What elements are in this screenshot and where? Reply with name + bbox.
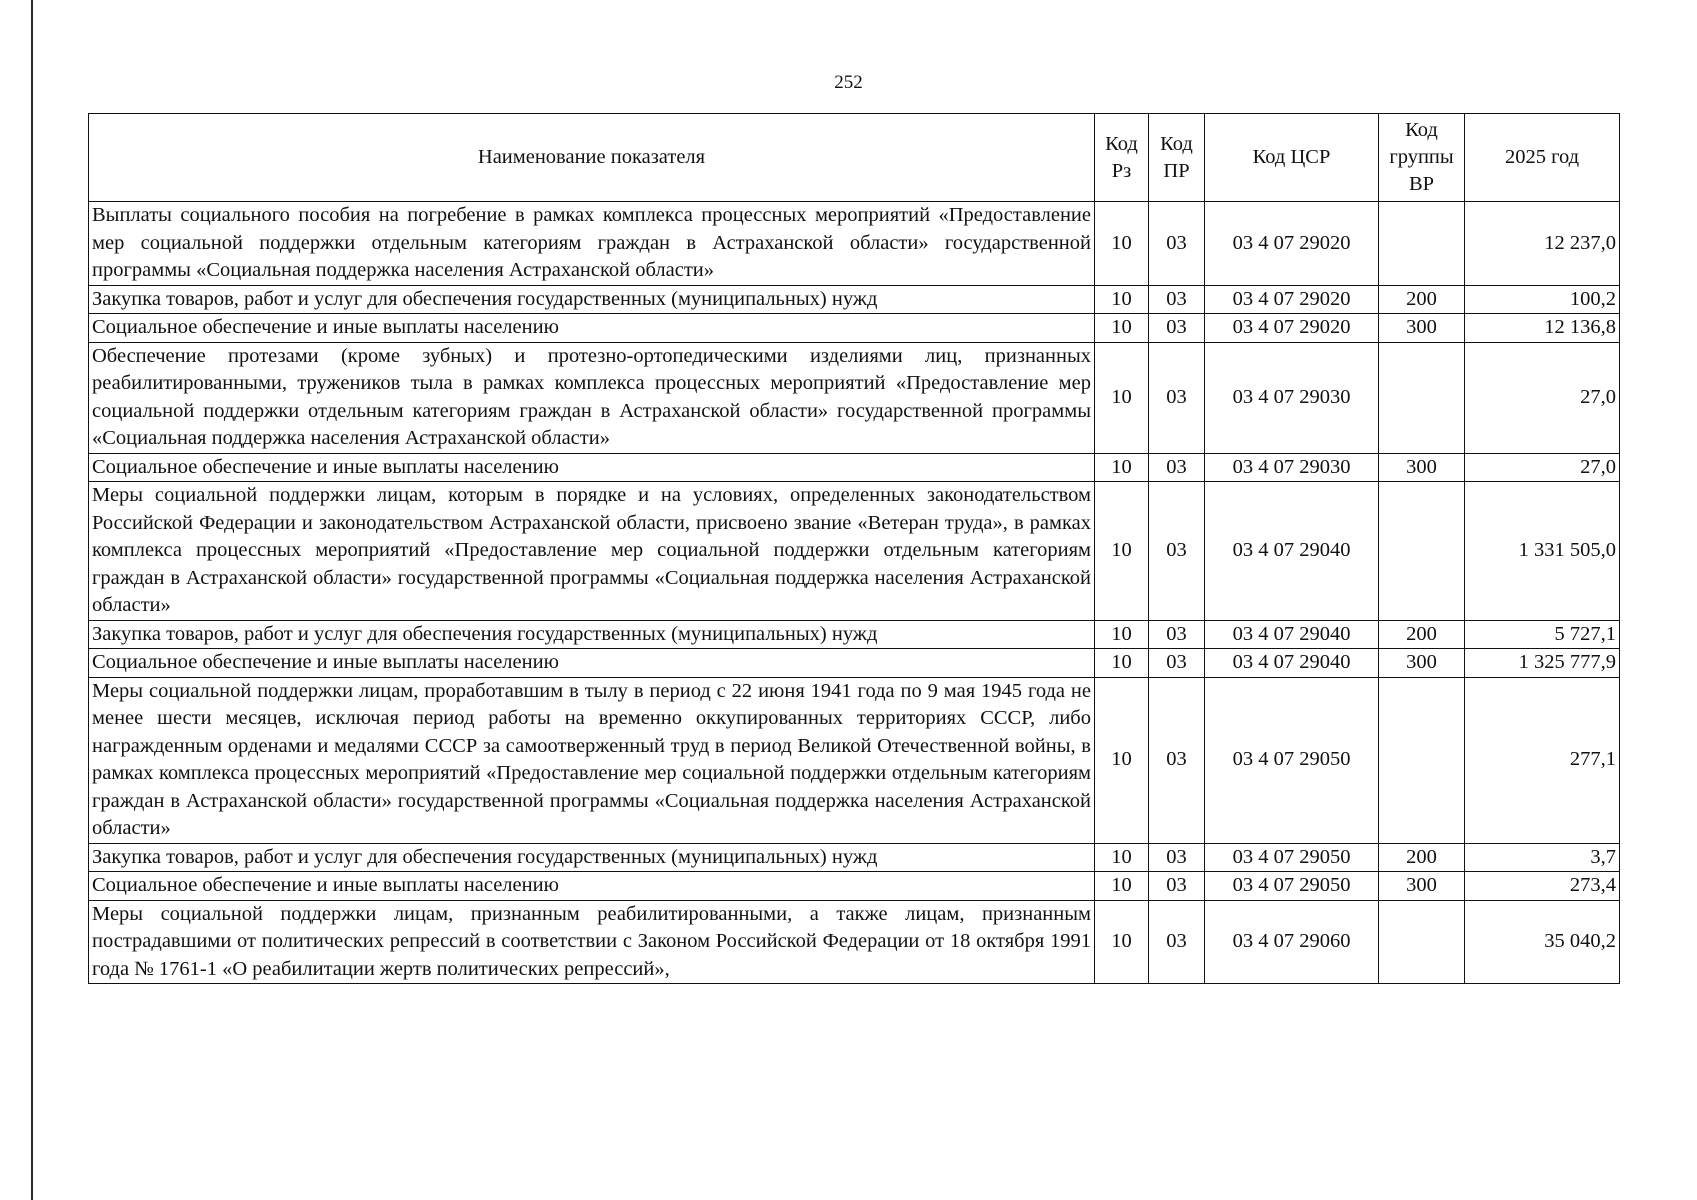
cell-pr: 03	[1149, 202, 1205, 286]
cell-rz: 10	[1095, 620, 1149, 649]
header-vr: Код группы ВР	[1379, 114, 1465, 202]
cell-pr: 03	[1149, 314, 1205, 343]
cell-amount: 1 325 777,9	[1465, 649, 1620, 678]
cell-amount: 27,0	[1465, 342, 1620, 453]
cell-csr: 03 4 07 29050	[1205, 843, 1379, 872]
cell-pr: 03	[1149, 482, 1205, 621]
scan-edge-line	[31, 0, 33, 1200]
table-row	[89, 843, 1620, 872]
cell-rz: 10	[1095, 314, 1149, 343]
cell-pr: 03	[1149, 843, 1205, 872]
cell-amount: 100,2	[1465, 285, 1620, 314]
table-row	[89, 677, 1620, 843]
cell-vr	[1379, 482, 1465, 621]
cell-rz: 10	[1095, 872, 1149, 901]
cell-pr: 03	[1149, 649, 1205, 678]
cell-name: Меры социальной поддержки лицам, проработавшим в тылу в период с 22 июня 1941 года по 9 мая 1945 года не менее шести месяцев, исключая период работы на временно оккупированных территориях СССР, либо награжденным орденами и медалями СССР за самоотверженный труд в период Великой Отечественной войны, в рамках комплекса процессных мероприятий «Предоставление мер социальной поддержки отдельным категориям граждан в Астраханской области» государственной программы «Социальная поддержка населения Астраханской области»	[89, 677, 1095, 843]
cell-amount: 273,4	[1465, 872, 1620, 901]
cell-vr: 200	[1379, 620, 1465, 649]
cell-vr: 300	[1379, 872, 1465, 901]
cell-name: Социальное обеспечение и иные выплаты населению	[89, 314, 1095, 343]
cell-amount: 35 040,2	[1465, 900, 1620, 984]
cell-pr: 03	[1149, 900, 1205, 984]
cell-vr	[1379, 202, 1465, 286]
cell-pr: 03	[1149, 620, 1205, 649]
cell-rz: 10	[1095, 482, 1149, 621]
header-name: Наименование показателя	[89, 114, 1095, 202]
header-pr: Код ПР	[1149, 114, 1205, 202]
table-row	[89, 482, 1620, 621]
cell-rz: 10	[1095, 677, 1149, 843]
cell-rz: 10	[1095, 342, 1149, 453]
cell-amount: 12 136,8	[1465, 314, 1620, 343]
table-row	[89, 900, 1620, 984]
cell-rz: 10	[1095, 453, 1149, 482]
cell-amount: 12 237,0	[1465, 202, 1620, 286]
cell-name: Закупка товаров, работ и услуг для обеспечения государственных (муниципальных) нужд	[89, 620, 1095, 649]
cell-name: Меры социальной поддержки лицам, которым в порядке и на условиях, определенных законодательством Российской Федерации и законодательством Астраханской области, присвоено звание «Ветеран труда», в рамках комплекса процессных мероприятий «Предоставление мер социальной поддержки отдельным категориям граждан в Астраханской области» государственной программы «Социальная поддержка населения Астраханской области»	[89, 482, 1095, 621]
cell-vr: 200	[1379, 843, 1465, 872]
cell-pr: 03	[1149, 285, 1205, 314]
cell-vr: 300	[1379, 453, 1465, 482]
table-header-row	[89, 114, 1620, 202]
cell-pr: 03	[1149, 872, 1205, 901]
cell-amount: 3,7	[1465, 843, 1620, 872]
table-row	[89, 872, 1620, 901]
cell-name: Обеспечение протезами (кроме зубных) и протезно-ортопедическими изделиями лиц, признанных реабилитированными, тружеников тыла в рамках комплекса процессных мероприятий «Предоставление мер социальной поддержки отдельным категориям граждан в Астраханской области» государственной программы «Социальная поддержка населения Астраханской области»	[89, 342, 1095, 453]
cell-vr: 300	[1379, 649, 1465, 678]
table-row	[89, 649, 1620, 678]
cell-vr: 200	[1379, 285, 1465, 314]
cell-csr: 03 4 07 29030	[1205, 342, 1379, 453]
cell-rz: 10	[1095, 649, 1149, 678]
cell-csr: 03 4 07 29060	[1205, 900, 1379, 984]
cell-csr: 03 4 07 29020	[1205, 202, 1379, 286]
cell-csr: 03 4 07 29030	[1205, 453, 1379, 482]
cell-amount: 27,0	[1465, 453, 1620, 482]
cell-rz: 10	[1095, 843, 1149, 872]
table-row	[89, 314, 1620, 343]
cell-vr	[1379, 677, 1465, 843]
table-row	[89, 202, 1620, 286]
cell-name: Социальное обеспечение и иные выплаты населению	[89, 649, 1095, 678]
cell-pr: 03	[1149, 342, 1205, 453]
cell-csr: 03 4 07 29020	[1205, 285, 1379, 314]
cell-rz: 10	[1095, 202, 1149, 286]
cell-csr: 03 4 07 29050	[1205, 872, 1379, 901]
cell-name: Меры социальной поддержки лицам, признанным реабилитированными, а также лицам, признанным пострадавшими от политических репрессий в соответствии с Законом Российской Федерации от 18 октября 1991 года № 1761-1 «О реабилитации жертв политических репрессий»,	[89, 900, 1095, 984]
header-rz: Код Рз	[1095, 114, 1149, 202]
table-row	[89, 620, 1620, 649]
cell-csr: 03 4 07 29050	[1205, 677, 1379, 843]
cell-name: Социальное обеспечение и иные выплаты населению	[89, 453, 1095, 482]
header-year: 2025 год	[1465, 114, 1620, 202]
cell-vr: 300	[1379, 314, 1465, 343]
cell-name: Социальное обеспечение и иные выплаты населению	[89, 872, 1095, 901]
cell-vr	[1379, 900, 1465, 984]
cell-rz: 10	[1095, 285, 1149, 314]
cell-pr: 03	[1149, 453, 1205, 482]
cell-csr: 03 4 07 29020	[1205, 314, 1379, 343]
cell-name: Закупка товаров, работ и услуг для обеспечения государственных (муниципальных) нужд	[89, 843, 1095, 872]
cell-csr: 03 4 07 29040	[1205, 620, 1379, 649]
cell-name: Выплаты социального пособия на погребение в рамках комплекса процессных мероприятий «Предоставление мер социальной поддержки отдельным категориям граждан в Астраханской области» государственной программы «Социальная поддержка населения Астраханской области»	[89, 202, 1095, 286]
cell-name: Закупка товаров, работ и услуг для обеспечения государственных (муниципальных) нужд	[89, 285, 1095, 314]
cell-rz: 10	[1095, 900, 1149, 984]
header-csr: Код ЦСР	[1205, 114, 1379, 202]
cell-csr: 03 4 07 29040	[1205, 649, 1379, 678]
page-number: 252	[834, 72, 863, 93]
budget-table	[88, 113, 1620, 984]
table-row	[89, 342, 1620, 453]
cell-amount: 5 727,1	[1465, 620, 1620, 649]
cell-amount: 1 331 505,0	[1465, 482, 1620, 621]
table-row	[89, 285, 1620, 314]
table-row	[89, 453, 1620, 482]
cell-pr: 03	[1149, 677, 1205, 843]
cell-vr	[1379, 342, 1465, 453]
cell-csr: 03 4 07 29040	[1205, 482, 1379, 621]
cell-amount: 277,1	[1465, 677, 1620, 843]
